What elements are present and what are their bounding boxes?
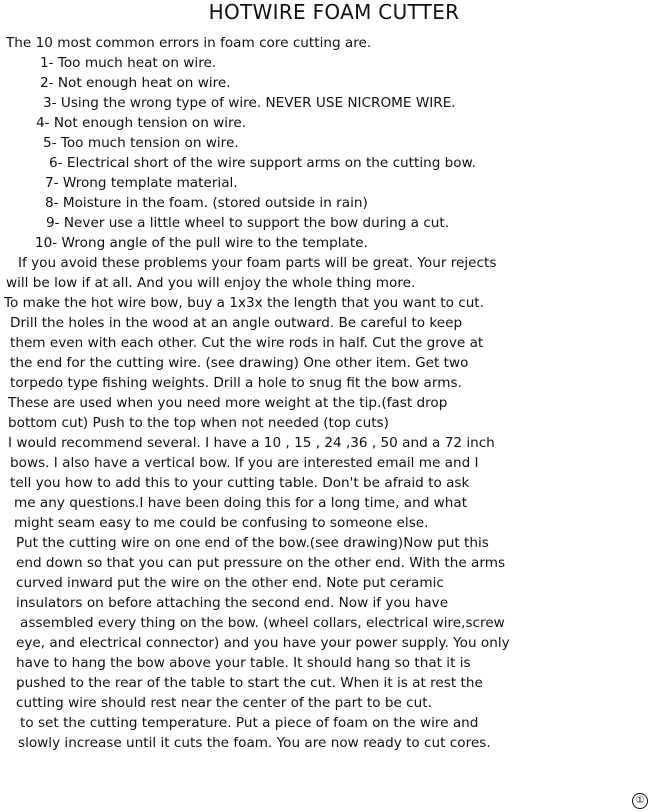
list-item: 3- Using the wrong type of wire. NEVER USE NICROME WIRE. [43, 95, 456, 111]
text-line: eye, and electrical connector) and you have your power supply. You only [16, 635, 510, 651]
text-line: end down so that you can put pressure on the other end. With the arms [16, 555, 506, 571]
text-line: Drill the holes in the wood at an angle outward. Be careful to keep [10, 315, 463, 331]
text-line: have to hang the bow above your table. It should hang so that it is [16, 655, 471, 671]
list-item: 2- Not enough heat on wire. [40, 75, 231, 91]
text-line: If you avoid these problems your foam parts will be great. Your rejects [18, 255, 497, 271]
text-line: will be low if at all. And you will enjoy the whole thing more. [6, 275, 416, 291]
list-item: 1- Too much heat on wire. [40, 55, 217, 71]
text-line: insulators on before attaching the second end. Now if you have [16, 595, 449, 611]
list-item: 8- Moisture in the foam. (stored outside in rain) [45, 195, 368, 211]
text-line: me any questions.I have been doing this for a long time, and what [14, 495, 468, 511]
text-line: bottom cut) Push to the top when not needed (top cuts) [8, 415, 389, 431]
list-item: 6- Electrical short of the wire support arms on the cutting bow. [49, 155, 476, 171]
text-line: tell you how to add this to your cutting table. Don't be afraid to ask [10, 475, 470, 491]
text-line: slowly increase until it cuts the foam. You are now ready to cut cores. [18, 735, 491, 751]
text-line: The 10 most common errors in foam core cutting are. [6, 35, 372, 51]
text-line: Put the cutting wire on one end of the bow.(see drawing)Now put this [16, 535, 489, 551]
text-line: to set the cutting temperature. Put a piece of foam on the wire and [20, 715, 479, 731]
text-line: These are used when you need more weight at the tip.(fast drop [8, 395, 448, 411]
list-item: 5- Too much tension on wire. [43, 135, 239, 151]
list-item: 7- Wrong template material. [45, 175, 238, 191]
page-marker-label: ① [635, 795, 645, 806]
text-line: curved inward put the wire on the other end. Note put ceramic [16, 575, 444, 591]
text-line: might seam easy to me could be confusing to someone else. [14, 515, 429, 531]
text-line: the end for the cutting wire. (see drawing) One other item. Get two [10, 355, 469, 371]
document-title: HOTWIRE FOAM CUTTER [208, 0, 460, 24]
list-item: 4- Not enough tension on wire. [36, 115, 247, 131]
text-line: them even with each other. Cut the wire rods in half. Cut the grove at [10, 335, 484, 351]
text-line: bows. I also have a vertical bow. If you are interested email me and I [10, 455, 479, 471]
page-marker [632, 793, 648, 809]
text-line: I would recommend several. I have a 10 , 15 , 24 ,36 , 50 and a 72 inch [8, 435, 495, 451]
text-line: cutting wire should rest near the center of the part to be cut. [16, 695, 432, 711]
text-line: assembled every thing on the bow. (wheel collars, electrical wire,screw [20, 615, 505, 631]
list-item: 10- Wrong angle of the pull wire to the template. [35, 235, 368, 251]
list-item: 9- Never use a little wheel to support the bow during a cut. [46, 215, 450, 231]
text-line: torpedo type fishing weights. Drill a hole to snug fit the bow arms. [10, 375, 462, 391]
text-line: pushed to the rear of the table to start the cut. When it is at rest the [16, 675, 483, 691]
text-line: To make the hot wire bow, buy a 1x3x the length that you want to cut. [4, 295, 484, 311]
